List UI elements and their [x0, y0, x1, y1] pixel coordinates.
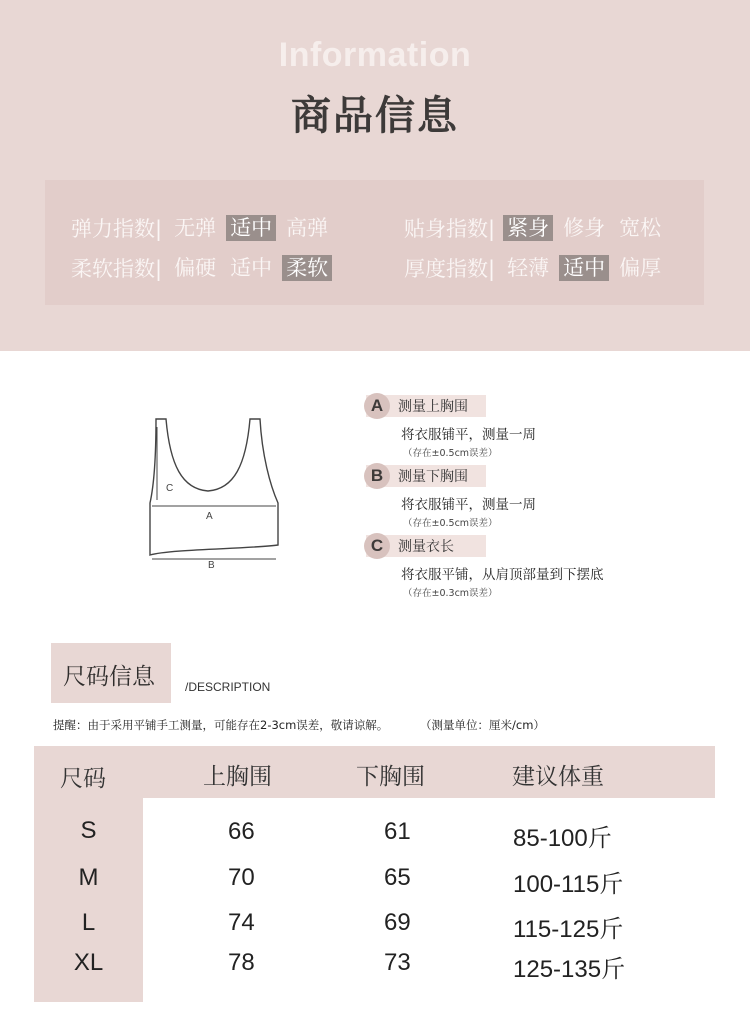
- measurement-tip: 提醒：由于采用平铺手工测量，可能存在2-3cm误差，敬请谅解。: [53, 718, 389, 732]
- spec-label: 柔软指数|: [71, 257, 163, 281]
- cell-size: L: [81, 909, 96, 936]
- header-size: 尺码: [60, 766, 106, 792]
- measurement-b: [366, 465, 536, 529]
- measurement-c: [366, 535, 604, 599]
- cell-size: XL: [73, 949, 104, 976]
- spec-option-selected: 紧身: [503, 215, 553, 241]
- title-chinese: 商品信息: [291, 93, 459, 139]
- measurement-note: （存在±0.3cm误差）: [403, 588, 498, 599]
- cell-under-bust: 61: [384, 818, 411, 845]
- label-a: A: [206, 511, 213, 522]
- cell-upper-bust: 74: [228, 909, 255, 936]
- spec-option: 轻薄: [507, 256, 550, 280]
- measurement-desc: 将衣服铺平，测量一周: [401, 427, 536, 443]
- measurement-note: （存在±0.5cm误差）: [403, 518, 498, 529]
- cell-upper-bust: 70: [228, 864, 255, 891]
- cell-weight: 100-115斤: [513, 871, 624, 898]
- cell-size: M: [78, 864, 99, 891]
- spec-label: 厚度指数|: [404, 257, 496, 281]
- header-under-bust: 下胸围: [356, 764, 425, 790]
- size-section-title: 尺码信息: [63, 664, 155, 690]
- cell-size: S: [80, 817, 97, 844]
- measurement-name: 测量下胸围: [398, 469, 468, 485]
- spec-panel: [45, 180, 704, 305]
- cell-weight: 115-125斤: [513, 916, 624, 943]
- garment-measurement-diagram: [130, 405, 290, 575]
- cell-weight: 125-135斤: [513, 956, 626, 983]
- spec-option: 偏厚: [619, 256, 662, 280]
- measurement-tag: [366, 535, 486, 557]
- letter-badge: A: [364, 393, 390, 419]
- spec-option: 无弹: [174, 216, 217, 240]
- spec-option: 修身: [563, 216, 606, 240]
- cell-weight: 85-100斤: [513, 825, 612, 852]
- letter-badge: B: [364, 463, 390, 489]
- spec-option: 宽松: [619, 216, 662, 240]
- spec-option: 适中: [230, 256, 273, 280]
- spec-option: 偏硬: [174, 256, 217, 280]
- measurement-unit: （测量单位：厘米/cm）: [420, 718, 545, 732]
- measurement-desc: 将衣服平铺，从肩顶部量到下摆底: [401, 567, 604, 583]
- spec-thickness: [404, 253, 671, 283]
- cell-upper-bust: 78: [228, 949, 255, 976]
- measurement-desc: 将衣服铺平，测量一周: [401, 497, 536, 513]
- cell-under-bust: 65: [384, 864, 411, 891]
- info-header-band: [0, 0, 750, 351]
- measurement-name: 测量衣长: [398, 539, 454, 555]
- letter-badge: C: [364, 533, 390, 559]
- spec-fit: [404, 213, 671, 243]
- header-weight: 建议体重: [512, 764, 604, 790]
- spec-option-selected: 适中: [559, 255, 609, 281]
- measurement-a: [366, 395, 536, 459]
- title-english: Information: [278, 36, 472, 74]
- label-b: B: [208, 560, 215, 571]
- header-upper-bust: 上胸围: [203, 764, 272, 790]
- cell-upper-bust: 66: [228, 818, 255, 845]
- cell-under-bust: 69: [384, 909, 411, 936]
- spec-label: 贴身指数|: [404, 217, 496, 241]
- size-section-subtitle: /DESCRIPTION: [185, 680, 271, 694]
- measurement-tag: [366, 395, 486, 417]
- spec-option-selected: 柔软: [282, 255, 332, 281]
- cell-under-bust: 73: [384, 949, 411, 976]
- spec-option-selected: 适中: [226, 215, 276, 241]
- measurement-tag: [366, 465, 486, 487]
- spec-elasticity: [71, 213, 338, 243]
- measurement-name: 测量上胸围: [398, 399, 468, 415]
- measurement-note: （存在±0.5cm误差）: [403, 448, 498, 459]
- label-c: C: [166, 483, 174, 494]
- spec-option: 高弹: [286, 216, 329, 240]
- spec-label: 弹力指数|: [71, 217, 163, 241]
- spec-softness: [71, 253, 338, 283]
